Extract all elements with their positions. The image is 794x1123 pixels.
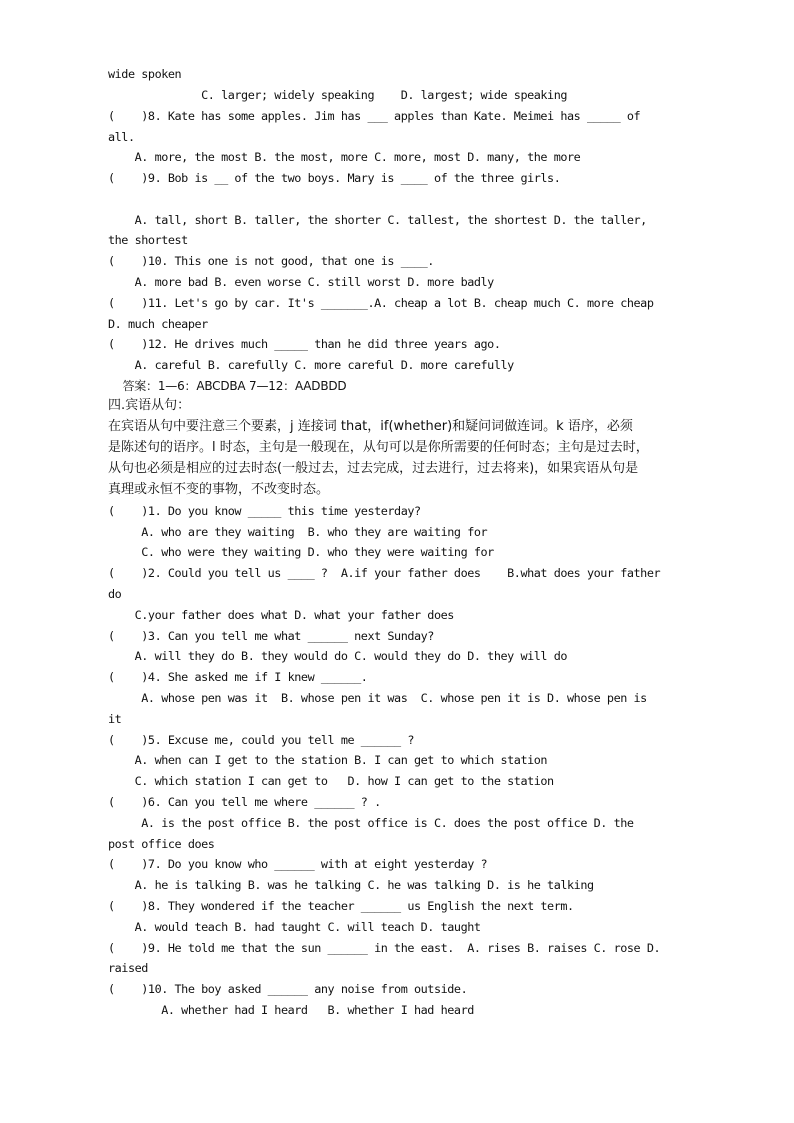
question-line: ( )10. This one is not good, that one is ____. [108,254,434,268]
question-line: ( )8. Kate has some apples. Jim has ___ apples than Kate. Meimei has _____ of [108,109,641,123]
question-line: ( )8. They wondered if the teacher ______ us English the next term. [108,899,574,913]
section-heading: 四.宾语从句： [108,398,191,413]
text-line: it [108,712,122,726]
options-line: A. more, the most B. the most, more C. more, most D. many, the more [108,150,581,164]
question-line: ( )11. Let's go by car. It's _______.A. cheap a lot B. cheap much C. more cheap [108,296,654,310]
options-line: A. will they do B. they would do C. would they do D. they will do [108,649,568,663]
options-line: C.your father does what D. what your father does [108,608,454,622]
options-line: A. he is talking B. was he talking C. he was talking D. is he talking [108,878,594,892]
paragraph-line: 从句也必须是相应的过去时态(一般过去，过去完成，过去进行，过去将来)，如果宾语从句是 [108,461,639,476]
options-line: A. who are they waiting B. who they are waiting for [108,525,488,539]
options-line: A. careful B. carefully C. more careful D. more carefully [108,358,514,372]
question-line: ( )10. The boy asked ______ any noise from outside. [108,982,468,996]
options-line: A. tall, short B. taller, the shorter C. tallest, the shortest D. the taller, [108,213,647,227]
options-line: A. more bad B. even worse C. still worst D. more badly [108,275,494,289]
paragraph-line: 真理或永恒不变的事物，不改变时态。 [108,482,330,497]
question-line: ( )6. Can you tell me where ______ ? . [108,795,381,809]
text-line: do [108,587,122,601]
question-line: ( )12. He drives much _____ than he did three years ago. [108,337,501,351]
text-line: raised [108,961,148,975]
answer-key: 答案：1—6：ABCDBA 7—12：AADBDD [108,379,347,393]
options-line: A. when can I get to the station B. I can get to which station [108,753,548,767]
text-line: C. larger; widely speaking D. largest; wide speaking [108,88,568,102]
text-line: all. [108,130,135,144]
text-line: post office does [108,837,215,851]
question-line: ( )9. Bob is __ of the two boys. Mary is ____ of the three girls. [108,171,561,185]
options-line: A. is the post office B. the post office is C. does the post office D. the [108,816,634,830]
question-line: ( )7. Do you know who ______ with at eight yesterday ? [108,857,488,871]
options-line: A. whose pen was it B. whose pen it was C. whose pen it is D. whose pen is [108,691,647,705]
question-line: ( )5. Excuse me, could you tell me ______ ? [108,733,415,747]
paragraph-line: 是陈述句的语序。l 时态，主句是一般现在，从句可以是你所需要的任何时态；主句是过去时， [108,440,649,455]
options-line: C. which station I can get to D. how I can get to the station [108,774,554,788]
text-line: the shortest [108,233,188,247]
text-line: wide spoken [108,67,182,81]
options-line: C. who were they waiting D. who they were waiting for [108,545,494,559]
question-line: ( )1. Do you know _____ this time yesterday? [108,504,421,518]
paragraph-line: 在宾语从句中要注意三个要素，j 连接词 that，if(whether)和疑问词做连词。k 语序，必须 [108,419,633,434]
options-line: A. whether had I heard B. whether I had heard [108,1003,474,1017]
text-line: D. much cheaper [108,317,208,331]
question-line: ( )3. Can you tell me what ______ next Sunday? [108,629,434,643]
question-line: ( )9. He told me that the sun ______ in the east. A. rises B. raises C. rose D. [108,941,661,955]
question-line: ( )2. Could you tell us ____ ? A.if your father does B.what does your father [108,566,661,580]
question-line: ( )4. She asked me if I knew ______. [108,670,368,684]
options-line: A. would teach B. had taught C. will teach D. taught [108,920,481,934]
